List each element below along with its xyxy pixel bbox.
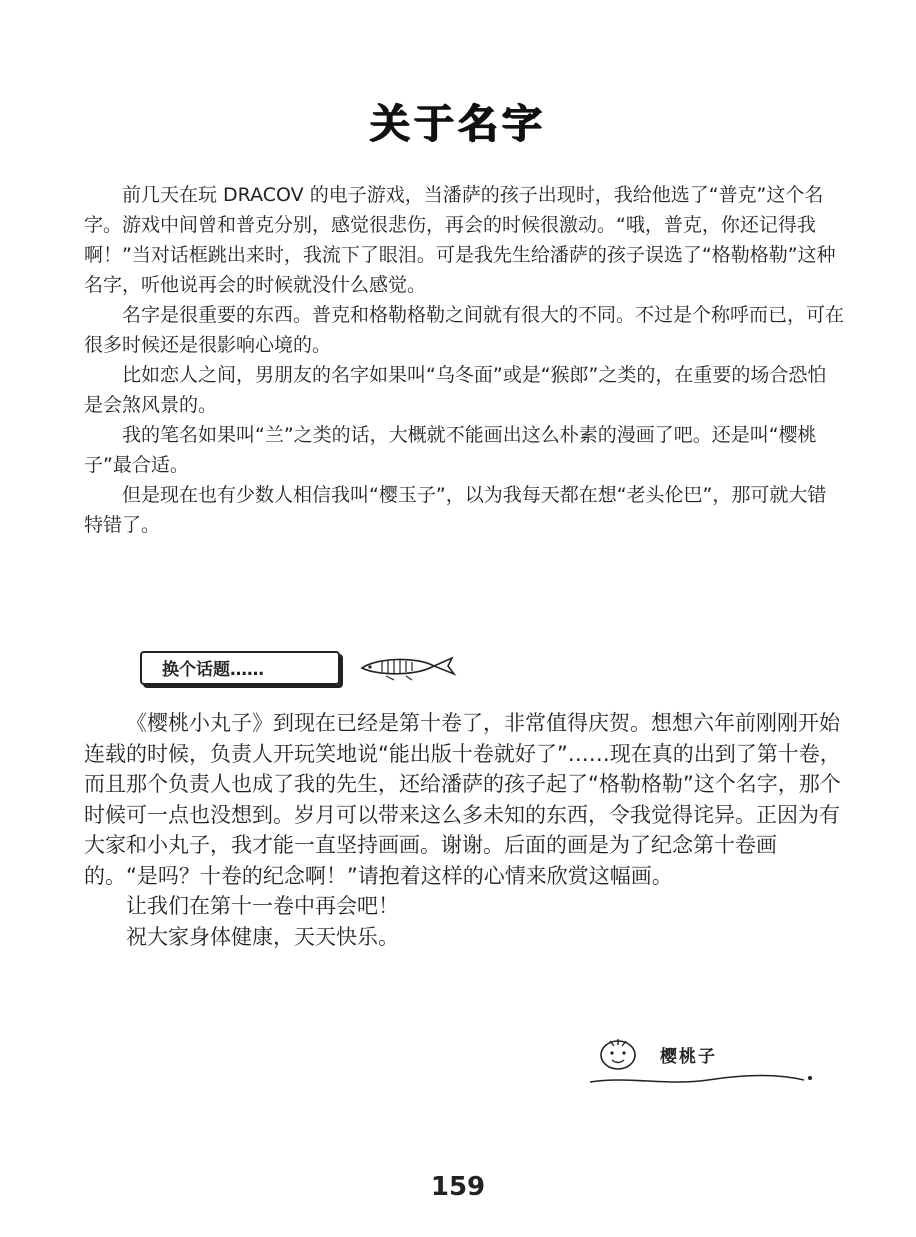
fish-doodle-icon — [356, 652, 460, 682]
signature-underline — [588, 1068, 818, 1090]
paragraph: 《樱桃小丸子》到现在已经是第十卷了，非常值得庆贺。想想六年前刚刚开始连载的时候，负责人开玩笑地说“能出版十卷就好了”……现在真的出到了第十卷，而且那个负责人也成了我的先生，还给潘萨的孩子起了“格勒格勒”这个名字，那个时候可一点也没想到。岁月可以带来这么多未知的东西，令我觉得诧异。正因为有大家和小丸子，我才能一直坚持画画。谢谢。后面的画是为了纪念第十卷画的。“是吗？十卷的纪念啊！”请抱着这样的心情来欣赏这幅画。 — [84, 711, 841, 888]
paragraph: 我的笔名如果叫“兰”之类的话，大概就不能画出这么朴素的漫画了吧。还是叫“樱桃子”最合适。 — [84, 424, 817, 476]
topic-change-label: 换个话题…… — [140, 651, 340, 685]
paragraph: 让我们在第十一卷中再会吧！ — [126, 894, 399, 918]
paragraph: 祝大家身体健康，天天快乐。 — [126, 924, 399, 949]
signature-name: 樱桃子 — [660, 1047, 717, 1067]
paragraph: 比如恋人之间，男朋友的名字如果叫“乌冬面”或是“猴郎”之类的，在重要的场合恐怕是会煞风景的。 — [84, 364, 827, 416]
page-number: 159 — [430, 1172, 486, 1202]
author-signature — [588, 1032, 818, 1092]
paragraph: 但是现在也有少数人相信我叫“樱玉子”，以为我每天都在想“老头伦巴”，那可就大错特错了。 — [84, 484, 827, 536]
paragraph: 前几天在玩 DRACOV 的电子游戏，当潘萨的孩子出现时，我给他选了“普克”这个名字。游戏中间曾和普克分别，感觉很悲伤，再会的时候很激动。“哦，普克，你还记得我啊！”当对话框跳出来时，我流下了眼泪。可是我先生给潘萨的孩子误选了“格勒格勒”这种名字，听他说再会的时候就没什么感觉。 — [84, 184, 836, 296]
essay-section — [84, 180, 844, 540]
page-title: 关于名字 — [370, 101, 546, 147]
paragraph: 名字是很重要的东西。普克和格勒格勒之间就有很大的不同。不过是个称呼而已，可在很多时候还是很影响心境的。 — [84, 304, 845, 356]
face-doodle-icon — [596, 1034, 640, 1072]
essay-section — [84, 708, 844, 952]
